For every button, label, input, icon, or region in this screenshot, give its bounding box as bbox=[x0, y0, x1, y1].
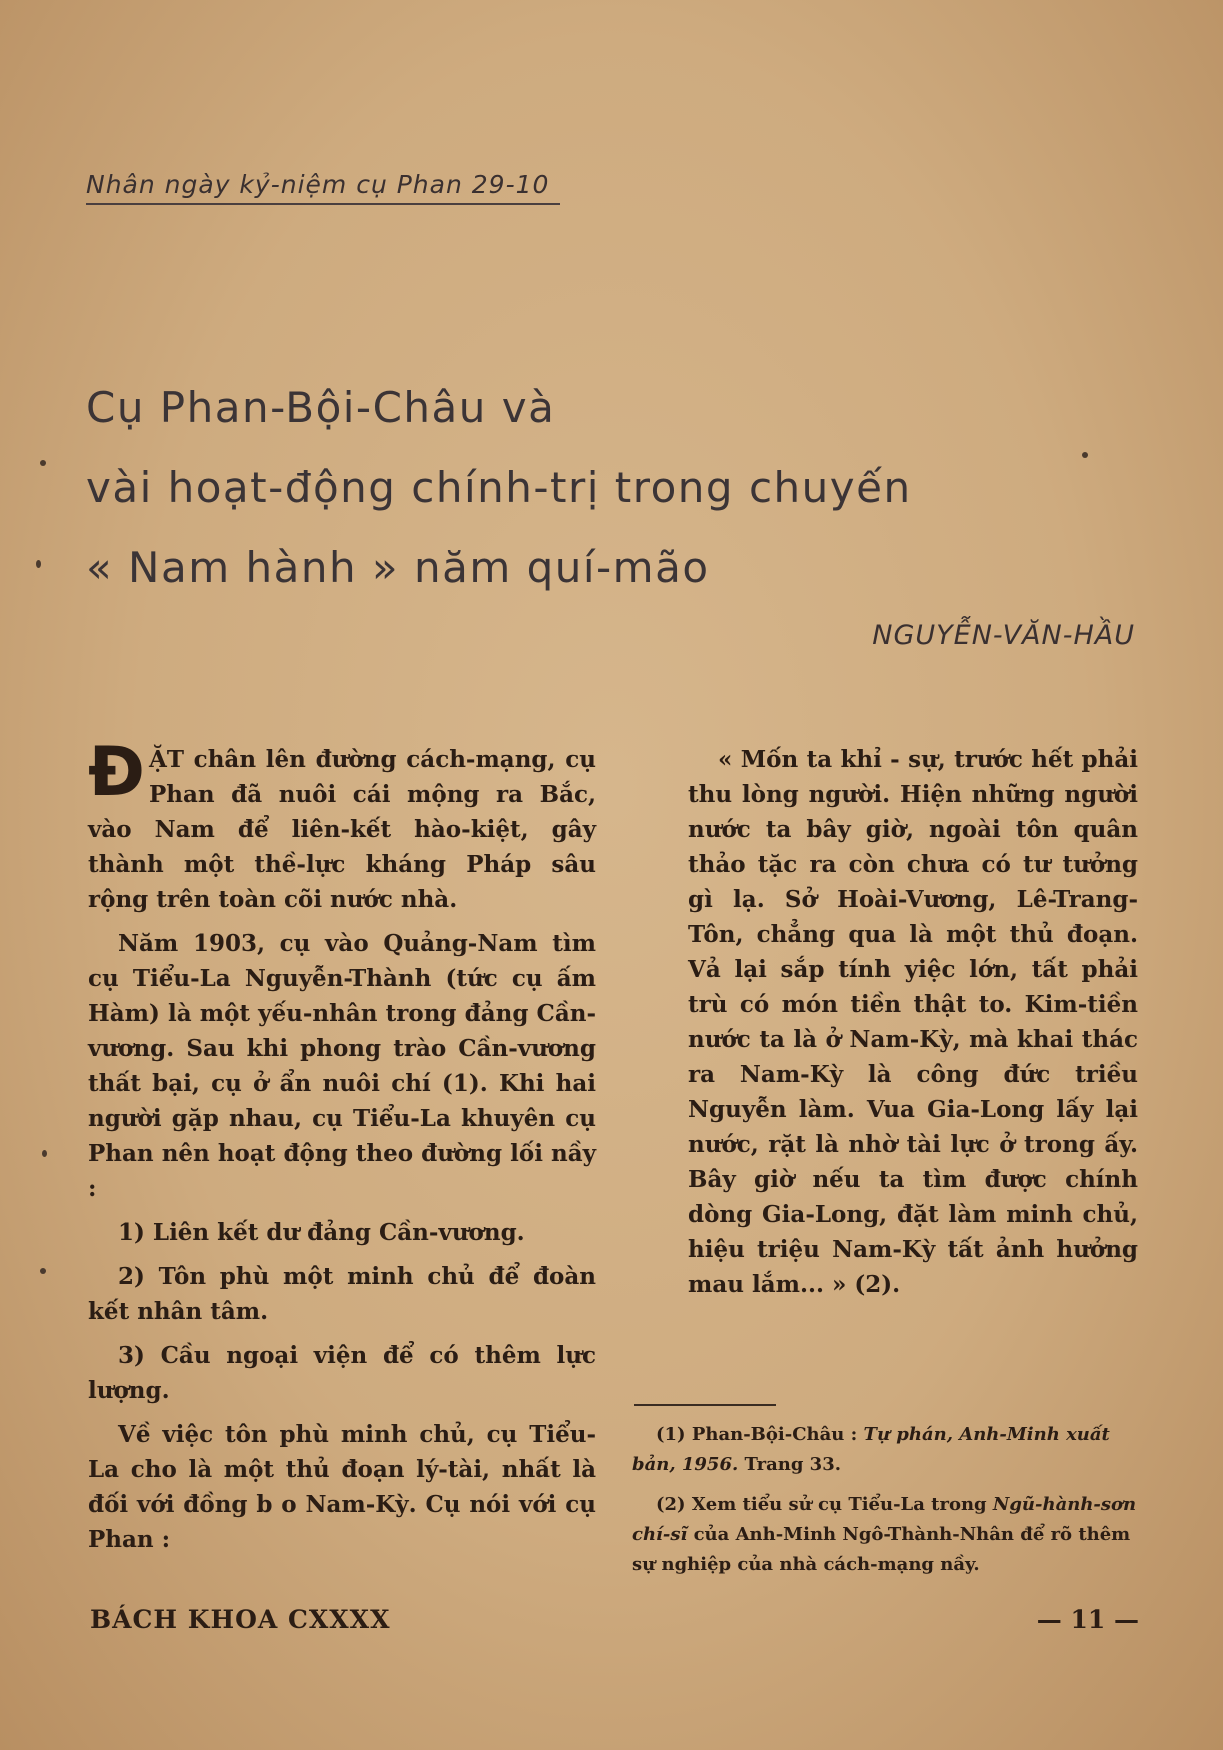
footnotes bbox=[632, 1420, 1140, 1590]
footnote-1-page: Trang 33. bbox=[738, 1454, 841, 1475]
list-item-2: 2) Tôn phù một minh chủ để đoàn kết nhân tâm. bbox=[88, 1263, 596, 1325]
publication-name: BÁCH KHOA CXXXX bbox=[90, 1605, 391, 1634]
right-column bbox=[688, 742, 1138, 1311]
author-name: NGUYỄN-VĂN-HẦU bbox=[872, 620, 1135, 651]
title-line-3: « Nam hành » năm quí-mão bbox=[86, 543, 710, 592]
paper-speck bbox=[40, 1268, 46, 1274]
footnote-2-lead: (2) Xem tiểu sử cụ Tiểu-La trong bbox=[656, 1494, 993, 1515]
paragraph-1 bbox=[88, 733, 596, 917]
title-line-2: vài hoạt-động chính-trị trong chuyến bbox=[86, 463, 912, 512]
footnote-1-source: Tự phán, Anh-Minh xuất bản, 1956. bbox=[632, 1424, 1110, 1475]
quote-paragraph: « Mốn ta khỉ - sự, trước hết phải thu lòng người. Hiện những người nước ta bây giờ, ngoài tôn quân thảo tặc ra còn chưa có tư tưởng gì lạ. Sở Hoài-Vương, Lê-Trang-Tôn, chẳng qua là một thủ đoạn. Vả lại sắp tính yiệc lớn, tất phải trù có món tiền thật to. Kim-tiền nước ta là ở Nam-Kỳ, mà khai thác ra Nam-Kỳ là công đức triều Nguyễn làm. Vua Gia-Long lấy lại nước, rặt là nhờ tài lực ở trong ấy. Bây giờ nếu ta tìm được chính dòng Gia-Long, đặt làm minh chủ, hiệu triệu Nam-Kỳ tất ảnh hưởng mau lắm... » (2). bbox=[688, 746, 1138, 1298]
paper-speck bbox=[1082, 452, 1088, 458]
footnote-2-tail: của Anh-Minh Ngô-Thành-Nhân để rõ thêm sự nghiệp của nhà cách-mạng nầy. bbox=[632, 1524, 1131, 1575]
paper-speck bbox=[40, 460, 46, 466]
title-line-1: Cụ Phan-Bội-Châu và bbox=[86, 383, 556, 432]
paragraph-2: Năm 1903, cụ vào Quảng-Nam tìm cụ Tiểu-La Nguyễn-Thành (tức cụ ấm Hàm) là một yếu-nhân trong đảng Cần-vương. Sau khi phong trào Cần-vương thất bại, cụ ở ẩn nuôi chí (1). Khi hai người gặp nhau, cụ Tiểu-La khuyên cụ Phan nên hoạt động theo đường lối nầy : bbox=[88, 930, 596, 1202]
paragraph-3: Về việc tôn phù minh chủ, cụ Tiểu-La cho là một thủ đoạn lý-tài, nhất là đối với đồng b o Nam-Kỳ. Cụ nói với cụ Phan : bbox=[88, 1421, 596, 1553]
list-item-1: 1) Liên kết dư đảng Cần-vương. bbox=[118, 1219, 525, 1246]
footnote-divider bbox=[634, 1404, 776, 1406]
drop-cap: Đ bbox=[88, 733, 145, 812]
paragraph-1-text: ẶT chân lên đường cách-mạng, cụ Phan đã nuôi cái mộng ra Bắc, vào Nam để liên-kết hào-kiệt, gây thành một thề-lực kháng Pháp sâu rộng trên toàn cõi nước nhà. bbox=[88, 746, 596, 913]
paper-speck bbox=[42, 1150, 47, 1157]
footnote-1-lead: (1) Phan-Bội-Châu : bbox=[656, 1424, 864, 1445]
list-item-3: 3) Cầu ngoại viện để có thêm lực lượng. bbox=[88, 1342, 596, 1404]
page-header: Nhân ngày kỷ-niệm cụ Phan 29-10 bbox=[86, 170, 560, 205]
footnote-1 bbox=[632, 1420, 1140, 1480]
article-title bbox=[86, 368, 912, 608]
left-column bbox=[88, 733, 596, 1566]
page-number: — 11 — bbox=[1036, 1605, 1139, 1634]
footnote-2 bbox=[632, 1490, 1140, 1580]
paper-speck bbox=[36, 560, 41, 568]
footnote-2-source: Ngũ-hành-sơn chí-sĩ bbox=[632, 1494, 1137, 1545]
